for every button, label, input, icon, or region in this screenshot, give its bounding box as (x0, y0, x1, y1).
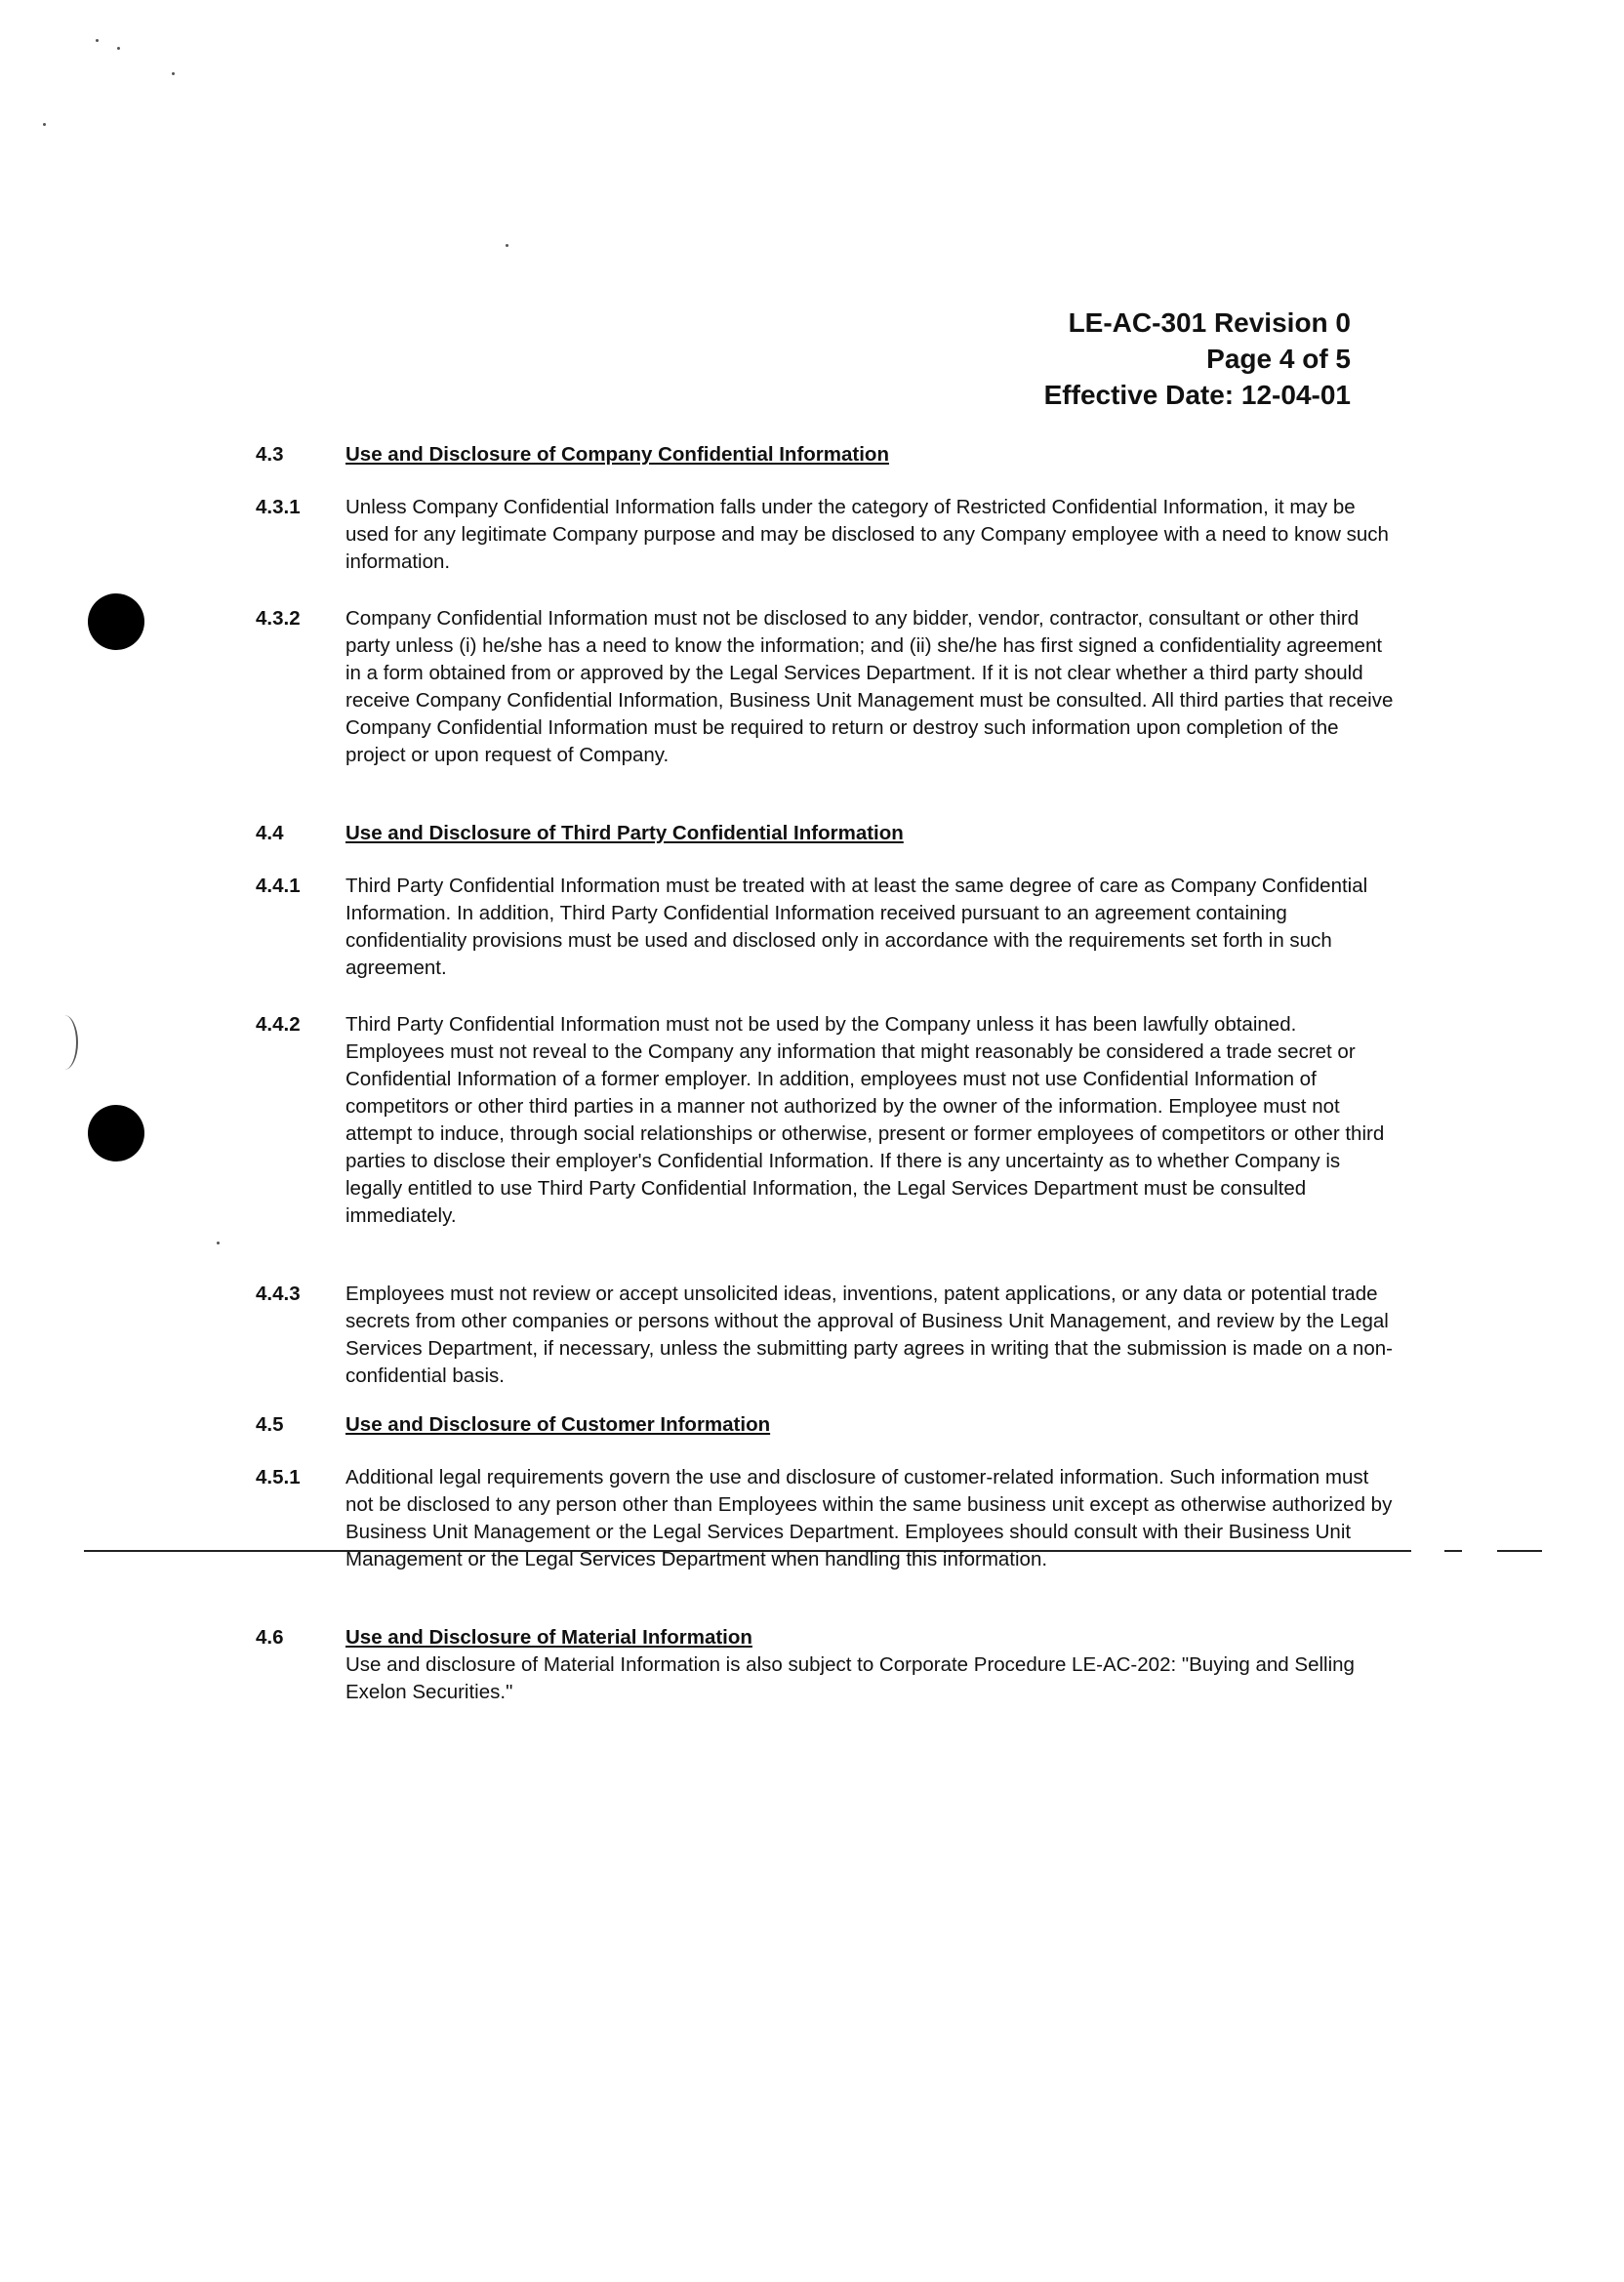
section-paragraph (256, 605, 1407, 769)
margin-mark (51, 1015, 78, 1070)
section-number: 4.4.1 (256, 875, 301, 897)
effective-date: Effective Date: 12-04-01 (1043, 380, 1351, 410)
section-paragraph (256, 873, 1407, 982)
hole-punch-dot (88, 593, 144, 650)
section-title: Use and Disclosure of Material Information (345, 1626, 752, 1649)
section-number: 4.4.3 (256, 1283, 301, 1305)
section-text: Additional legal requirements govern the use and disclosure of customer-related information. Such information must not be disclosed to any person other than Employees within the same business unit except as otherwise authorized by Business Unit Management or the Legal Services Department. Employees should consult with their Business Unit Management or the Legal Services Department when handling this information. (345, 1466, 1393, 1570)
section-paragraph (256, 494, 1407, 576)
strike-rule (1497, 1550, 1542, 1552)
scan-speck (117, 47, 120, 50)
section-text: Third Party Confidential Information must be treated with at least the same degree of care as Company Confidential Information. In addition, Third Party Confidential Information received pursuant to an agreement containing confidentiality provisions must be used and disclosed only in accordance with the requirements set forth in such agreement. (345, 875, 1368, 979)
section-heading (256, 1411, 1407, 1439)
section-title: Use and Disclosure of Company Confidential Information (345, 443, 889, 466)
section-paragraph (256, 1651, 1407, 1706)
section-paragraph (256, 1011, 1407, 1230)
scan-speck (217, 1242, 220, 1244)
section-heading (256, 1624, 1407, 1651)
section-paragraph (256, 1464, 1407, 1573)
section-heading (256, 441, 1407, 469)
scan-speck (172, 72, 175, 75)
section-heading (256, 820, 1407, 847)
section-number: 4.6 (256, 1626, 284, 1649)
section-number: 4.3.2 (256, 607, 301, 630)
strike-rule (1444, 1550, 1462, 1552)
scan-speck (43, 123, 46, 126)
section-number: 4.5 (256, 1413, 284, 1436)
section-number: 4.4.2 (256, 1013, 301, 1036)
hole-punch-dot (88, 1105, 144, 1161)
document-id: LE-AC-301 Revision 0 (1068, 307, 1351, 338)
document-header (1044, 305, 1351, 413)
section-title: Use and Disclosure of Customer Information (345, 1413, 771, 1436)
page-number: Page 4 of 5 (1206, 344, 1351, 374)
section-text: Company Confidential Information must not be disclosed to any bidder, vendor, contractor, consultant or other third party unless (i) he/she has a need to know the information; and (ii) she/he has first signed a confidentiality agreement in a form obtained from or approved by the Legal Services Department. If it is not clear whether a third party should receive Company Confidential Information, Business Unit Management must be consulted. All third parties that receive Company Confidential Information must be required to return or destroy such information upon completion of the project or upon request of Company. (345, 607, 1394, 766)
section-text: Employees must not review or accept unsolicited ideas, inventions, patent applications, or any data or potential trade secrets from other companies or persons without the approval of Business Unit Management, and review by the Legal Services Department, if necessary, unless the submitting party agrees in writing that the submission is made on a non-confidential basis. (345, 1283, 1393, 1387)
section-number: 4.3 (256, 443, 284, 466)
section-text: Third Party Confidential Information must not be used by the Company unless it has been lawfully obtained. Employees must not reveal to the Company any information that might reasonably be considered a trade secret or Confidential Information of a former employer. In addition, employees must not use Confidential Information of competitors or other third parties in a manner not authorized by the owner of the information. Employee must not attempt to induce, through social relationships or otherwise, present or former employees of competitors or other third parties to disclose their employer's Confidential Information. If there is any uncertainty as to whether Company is legally entitled to use Third Party Confidential Information, the Legal Services Department must be consulted immediately. (345, 1013, 1385, 1227)
section-number: 4.5.1 (256, 1466, 301, 1488)
scan-speck (506, 244, 508, 247)
section-text: Use and disclosure of Material Information is also subject to Corporate Procedure LE-AC-202: "Buying and Selling Exelon Securities." (345, 1653, 1355, 1703)
section-number: 4.4 (256, 822, 284, 844)
scan-speck (96, 39, 99, 42)
section-number: 4.3.1 (256, 496, 301, 518)
section-title: Use and Disclosure of Third Party Confidential Information (345, 822, 904, 844)
section-paragraph (256, 1281, 1407, 1390)
section-text: Unless Company Confidential Information falls under the category of Restricted Confidential Information, it may be used for any legitimate Company purpose and may be disclosed to any Company employee with a need to know such information. (345, 496, 1389, 573)
